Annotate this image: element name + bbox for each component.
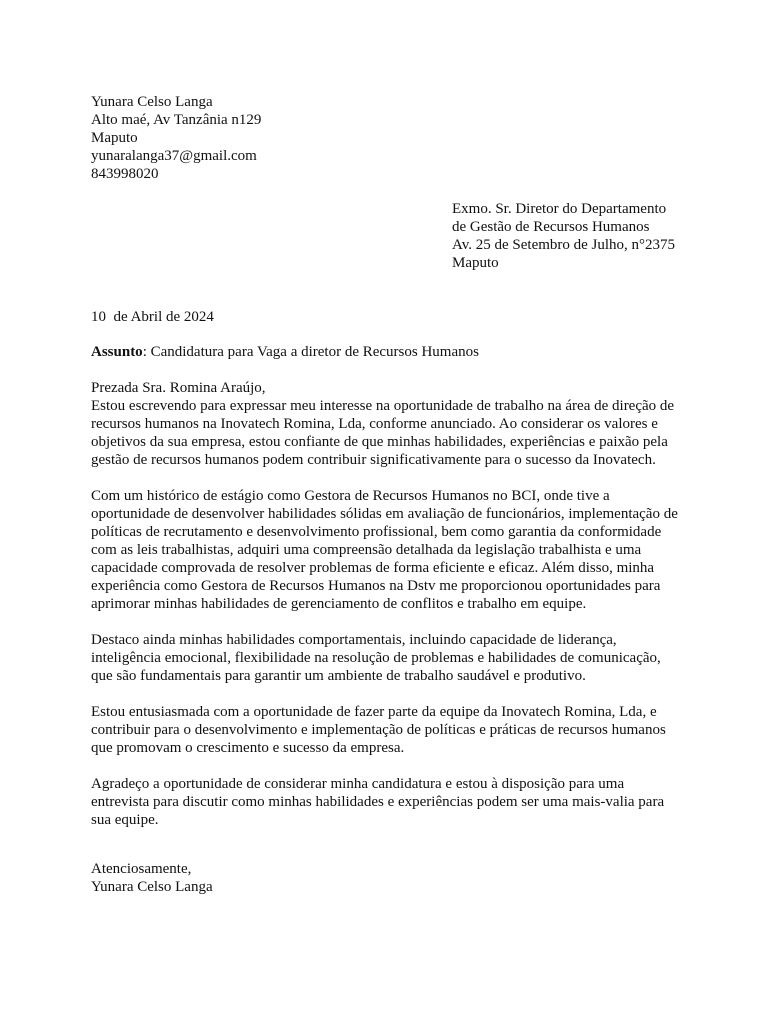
- recipient-block: [452, 200, 752, 272]
- subject-label: Assunto: [91, 344, 143, 360]
- signature-name: Yunara Celso Langa: [91, 879, 213, 895]
- paragraph-text: Estou escrevendo para expressar meu interesse na oportunidade de trabalho na área de direção de recursos humanos na Inovatech Romina, Lda, conforme anunciado. Ao considerar os valores e objetivos da sua empresa, estou confiante de que minhas habilidades, experiências e paixão pela gestão de recursos humanos podem contribuir significativamente para o sucesso da Inovatech.: [91, 398, 675, 468]
- sender-block: [91, 93, 491, 183]
- recipient-line-4: Maputo: [452, 255, 499, 271]
- sender-address: Alto maé, Av Tanzânia n129: [91, 112, 262, 128]
- valediction: Atenciosamente,: [91, 861, 192, 877]
- body-paragraph: Estou entusiasmada com a oportunidade de fazer parte da equipe da Inovatech Romina, Lda, e contribuir para o desenvolvimento e implementação de políticas e práticas de recursos humanos que promovam o crescimento e sucesso da empresa.: [91, 704, 666, 756]
- sender-phone: 843998020: [91, 166, 159, 182]
- subject-text: : Candidatura para Vaga a diretor de Recursos Humanos: [142, 344, 479, 360]
- sender-email: yunaralanga37@gmail.com: [91, 148, 257, 164]
- opening-paragraph: [91, 379, 681, 469]
- body-paragraph: Destaco ainda minhas habilidades comportamentais, incluindo capacidade de liderança, inteligência emocional, flexibilidade na resolução de problemas e habilidades de comunicação, que são fundamentais para garantir um ambiente de trabalho saudável e produtivo.: [91, 632, 661, 684]
- body-paragraph: Com um histórico de estágio como Gestora de Recursos Humanos no BCI, onde tive a oportunidade de desenvolver habilidades sólidas em avaliação de funcionários, implementação de políticas de recrutamento e desenvolvimento profissional, bem como garantia da conformidade com as leis trabalhistas, adquiri uma compreensão detalhada da legislação trabalhista e uma capacidade comprovada de resolver problemas de forma eficiente e eficaz. Além disso, minha experiência como Gestora de Recursos Humanos na Dstv me proporcionou oportunidades para aprimorar minhas habilidades de gerenciamento de conflitos e trabalho em equipe.: [91, 488, 678, 612]
- salutation: Prezada Sra. Romina Araújo,: [91, 380, 266, 396]
- letter-date: 10 de Abril de 2024: [91, 309, 214, 325]
- closing-block: [91, 860, 213, 896]
- recipient-line-3: Av. 25 de Setembro de Julho, n°2375: [452, 237, 676, 253]
- sender-city: Maputo: [91, 130, 138, 146]
- sender-name: Yunara Celso Langa: [91, 94, 213, 110]
- recipient-line-1: Exmo. Sr. Diretor do Departamento: [452, 201, 667, 217]
- body-paragraph: Agradeço a oportunidade de considerar minha candidatura e estou à disposição para uma entrevista para discutir como minhas habilidades e experiências podem ser uma mais-valia para sua equipe.: [91, 776, 665, 828]
- recipient-line-2: de Gestão de Recursos Humanos: [452, 219, 650, 235]
- letter-body: [91, 379, 681, 847]
- subject-line: [91, 343, 479, 361]
